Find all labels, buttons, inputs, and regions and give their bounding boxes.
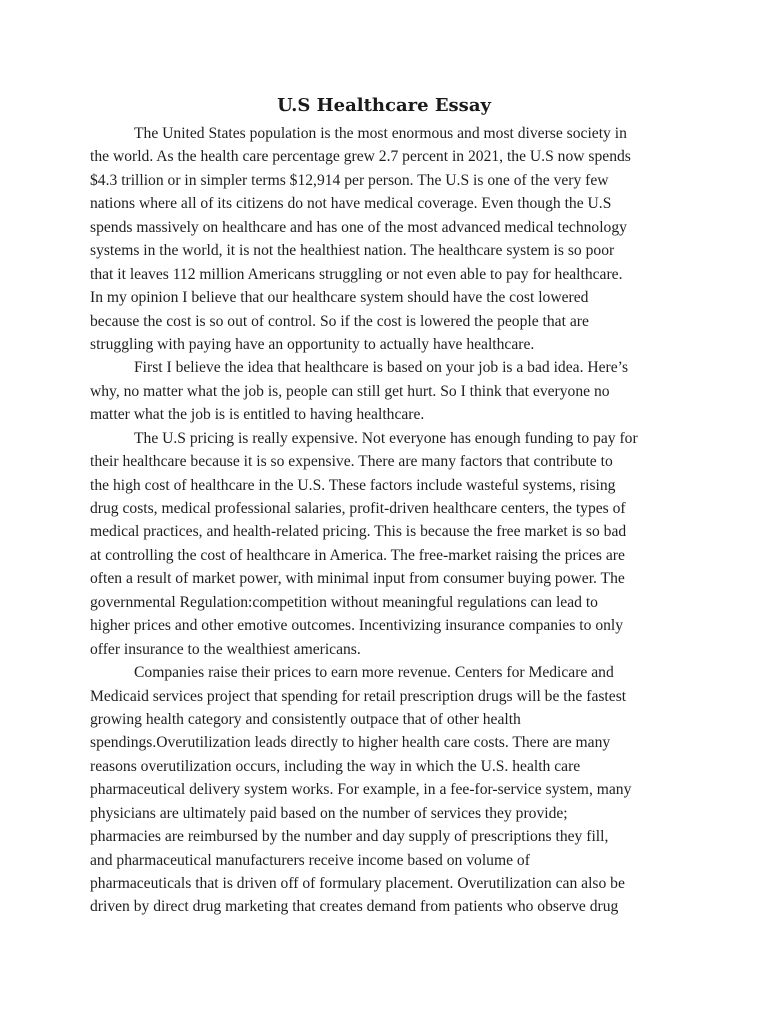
essay-line: the world. As the health care percentage grew 2.7 percent in 2021, the U.S now spends [90,148,631,166]
essay-line: reasons overutilization occurs, including the way in which the U.S. health care [90,757,581,775]
essay-line: that it leaves 112 million Americans struggling or not even able to pay for healthcare. [90,265,623,283]
essay-line: physicians are ultimately paid based on the number of services they provide; [90,804,568,822]
essay-line: systems in the world, it is not the healthiest nation. The healthcare system is so poor [90,242,615,260]
essay-line: often a result of market power, with minimal input from consumer buying power. The [90,570,625,588]
essay-line: nations where all of its citizens do not have medical coverage. Even though the U.S [90,195,612,213]
essay-line: spendings.Overutilization leads directly to higher health care costs. There are many [90,734,611,752]
essay-title: U.S Healthcare Essay [277,95,491,116]
essay-line: driven by direct drug marketing that creates demand from patients who observe drug [90,898,619,916]
essay-line: pharmacies are reimbursed by the number and day supply of prescriptions they fill, [90,828,609,846]
essay-line: Medicaid services project that spending for retail prescription drugs will be the fastest [90,687,627,705]
essay-line: why, no matter what the job is, people can still get hurt. So I think that everyone no [90,382,610,400]
essay-line: pharmaceuticals that is driven off of formulary placement. Overutilization can also be [90,875,625,892]
essay-line: The United States population is the most enormous and most diverse society in [134,125,627,142]
essay-line: and pharmaceutical manufacturers receive income based on volume of [90,851,530,869]
essay-body [90,122,678,919]
essay-line: struggling with paying have an opportunity to actually have healthcare. [90,335,535,353]
essay-line: growing health category and consistently outpace that of other health [90,710,521,728]
essay-line: offer insurance to the wealthiest americans. [90,640,361,658]
essay-line: $4.3 trillion or in simpler terms $12,914 per person. The U.S is one of the very few [90,171,609,189]
essay-line: medical practices, and health-related pricing. This is because the free market is so bad [90,523,627,541]
essay-line: governmental Regulation:competition without meaningful regulations can lead to [90,593,598,611]
essay-line: The U.S pricing is really expensive. Not everyone has enough funding to pay for [134,429,638,447]
essay-line: at controlling the cost of healthcare in America. The free-market raising the prices are [90,546,625,564]
essay-line: higher prices and other emotive outcomes. Incentivizing insurance companies to only [90,617,624,635]
essay-line: because the cost is so out of control. So if the cost is lowered the people that are [90,312,589,330]
essay-line: the high cost of healthcare in the U.S. These factors include wasteful systems, rising [90,476,616,494]
essay-line: drug costs, medical professional salaries, profit-driven healthcare centers, the types of [90,500,626,517]
essay-line: their healthcare because it is so expensive. There are many factors that contribute to [90,453,613,471]
essay-line: First I believe the idea that healthcare is based on your job is a bad idea. Here’s [134,359,629,377]
essay-line: matter what the job is is entitled to having healthcare. [90,406,425,424]
essay-line: pharmaceutical delivery system works. For example, in a fee-for-service system, many [90,781,632,799]
essay-line: Companies raise their prices to earn more revenue. Centers for Medicare and [134,664,614,682]
essay-line: spends massively on healthcare and has one of the most advanced medical technology [90,218,627,236]
essay-line: In my opinion I believe that our healthcare system should have the cost lowered [90,289,589,307]
